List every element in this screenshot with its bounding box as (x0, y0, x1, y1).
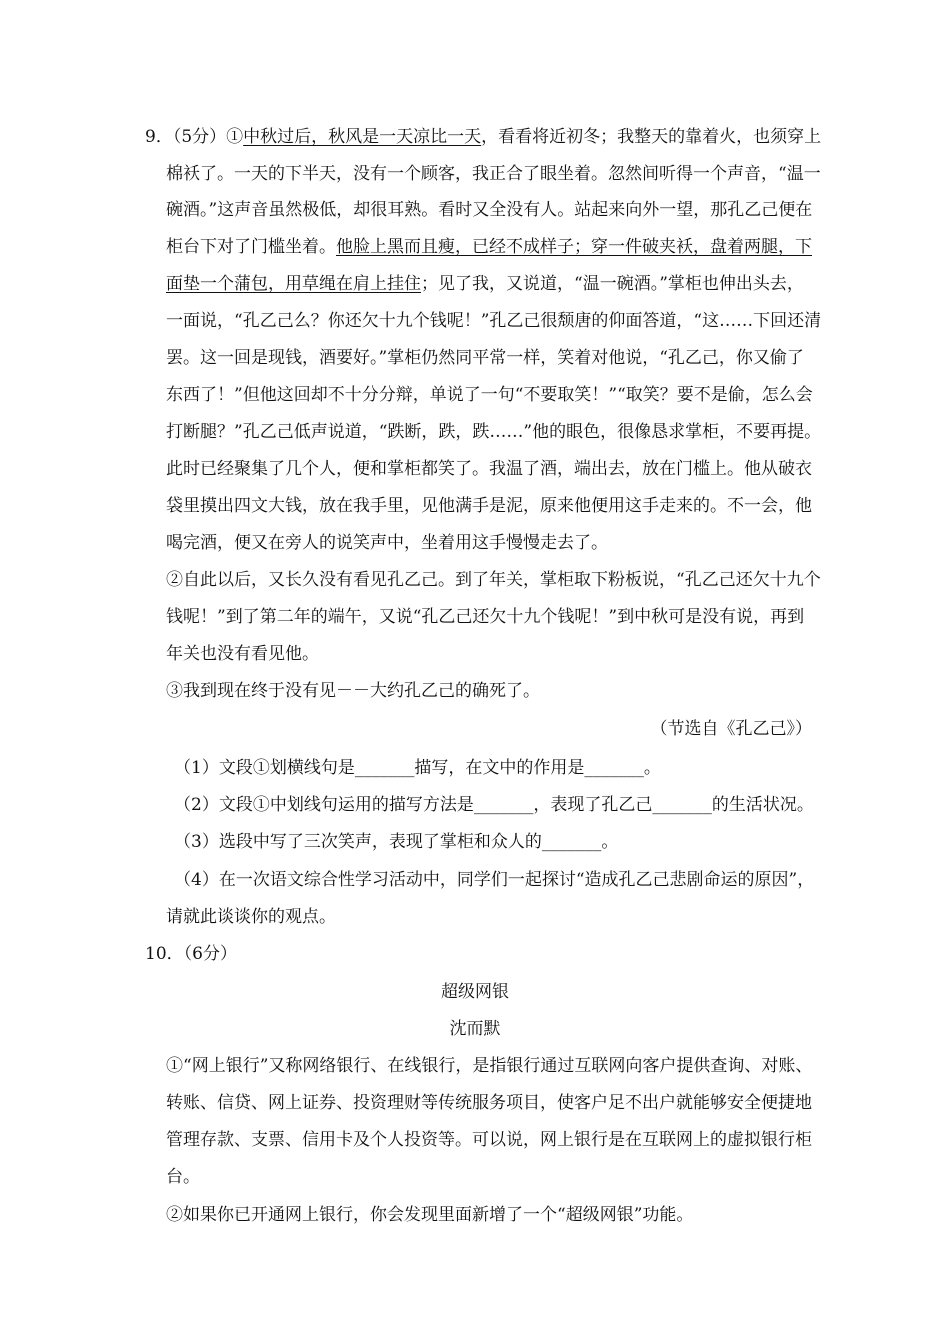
passage-line: 转账、信贷、网上证券、投资理财等传统服务项目，使客户足不出户就能够安全便捷地 (166, 1093, 812, 1113)
passage-line (166, 273, 804, 295)
underlined-sentence-2: 他脸上黑而且瘦，已经不成样子；穿一件破夹袄，盘着两腿，下 (336, 237, 812, 257)
passage-line: 管理存款、支票、信用卡及个人投资等。可以说，网上银行是在互联网上的虚拟银行柜 (166, 1130, 812, 1150)
passage-line: ②自此以后，又长久没有看见孔乙己。到了年关，掌柜取下粉板说，“孔乙己还欠十九个 (166, 570, 821, 590)
q9-first-line (145, 126, 821, 148)
sub-question-4-cont: 请就此谈谈你的观点。 (166, 907, 336, 927)
article-author: 沈而默 (449, 1019, 501, 1039)
passage-line: 喝完酒，便又在旁人的说笑声中，坐着用这手慢慢走去了。 (166, 533, 608, 553)
passage-line: ③我到现在终于没有见－－大约孔乙己的确死了。 (166, 681, 540, 701)
passage-text: ；见了我，又说道，“温一碗酒。”掌柜也伸出头去， (421, 274, 804, 294)
passage-line: 打断腿？”孔乙己低声说道，“跌断，跌，跌……”他的眼色，很像恳求掌柜，不要再提。 (166, 422, 822, 442)
underlined-sentence-2-cont: 面垫一个蒲包，用草绳在肩上挂住 (166, 274, 421, 294)
sub-question-3: （3）选段中写了三次笑声，表现了掌柜和众人的_______。 (174, 832, 619, 852)
circle-one-marker: ① (226, 127, 244, 147)
passage-line: 一面说，“孔乙己么？你还欠十九个钱呢！”孔乙己很颓唐的仰面答道，“这……下回还清 (166, 311, 822, 331)
passage-line: 此时已经聚集了几个人，便和掌柜都笑了。我温了酒，端出去，放在门槛上。他从破衣 (166, 459, 812, 479)
passage-line: ①“网上银行”又称网络银行、在线银行，是指银行通过互联网向客户提供查询、对账、 (166, 1056, 813, 1076)
passage-text: ，看看将近初冬；我整天的靠着火，也须穿上 (481, 127, 822, 147)
q9-score: （5分） (172, 127, 227, 147)
underlined-sentence-1: 中秋过后，秋风是一天凉比一天 (243, 127, 482, 147)
sub-question-4: （4）在一次语文综合性学习活动中，同学们一起探讨“造成孔乙己悲剧命运的原因”， (174, 870, 815, 890)
source-citation: （节选自《孔乙己》） (650, 719, 812, 739)
q9-number: 9． (145, 127, 173, 147)
article-title: 超级网银 (441, 982, 509, 1002)
passage-line (166, 236, 812, 258)
q10-header: 10．（6分） (145, 944, 237, 964)
passage-line: 台。 (166, 1167, 200, 1187)
passage-line: 棉袄了。一天的下半天，没有一个顾客，我正合了眼坐着。忽然间听得一个声音，“温一 (166, 164, 821, 184)
sub-question-1: （1）文段①划横线句是_______描写，在文中的作用是_______。 (174, 758, 661, 778)
passage-line: 袋里摸出四文大钱，放在我手里，见他满手是泥，原来他便用这手走来的。不一会，他 (166, 496, 812, 516)
passage-line: 罢。这一回是现钱，酒要好。”掌柜仍然同平常一样，笑着对他说，“孔乙己，你又偷了 (166, 348, 804, 368)
passage-line: 东西了！”但他这回却不十分分辩，单说了一句“不要取笑！”“取笑？要不是偷，怎么会 (166, 385, 813, 405)
sub-question-2: （2）文段①中划线句运用的描写方法是_______，表现了孔乙己_______的生活状况。 (174, 795, 814, 815)
passage-line: ②如果你已开通网上银行，你会发现里面新增了一个“超级网银”功能。 (166, 1205, 694, 1225)
passage-line: 碗酒。”这声音虽然极低，却很耳熟。看时又全没有人。站起来向外一望，那孔乙己便在 (166, 200, 813, 220)
passage-line: 年关也没有看见他。 (166, 644, 319, 664)
passage-text: 柜台下对了门槛坐着。 (166, 237, 336, 257)
passage-line: 钱呢！”到了第二年的端午，又说“孔乙己还欠十九个钱呢！”到中秋可是没有说，再到 (166, 607, 805, 627)
